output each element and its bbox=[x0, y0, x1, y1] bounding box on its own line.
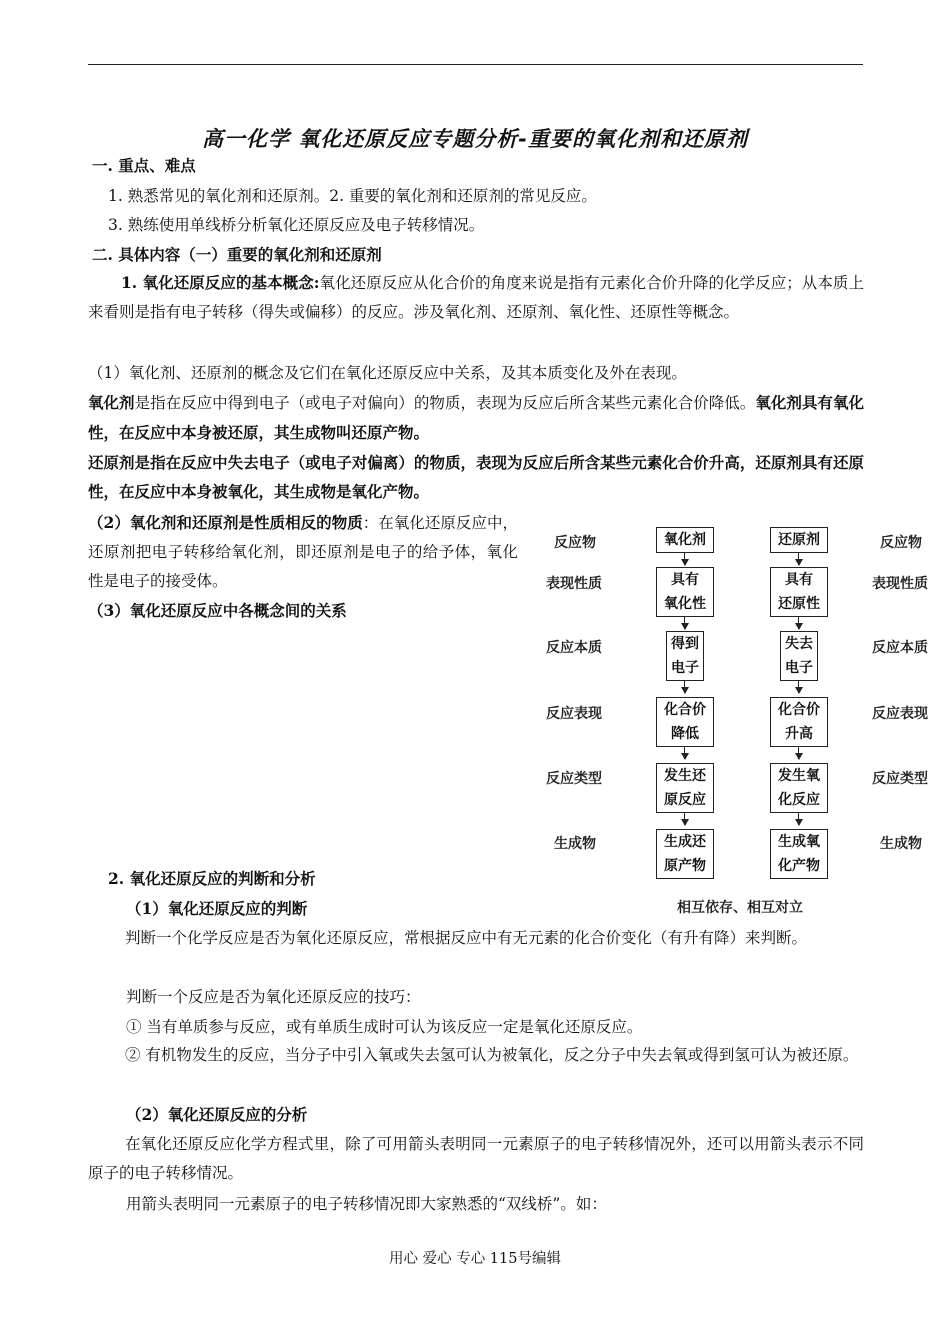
arrow-down-icon bbox=[684, 813, 685, 825]
arrow-down-icon bbox=[798, 681, 799, 693]
part2-p4: ② 有机物发生的反应，当分子中引入氧或失去氢可认为被氧化，反之分子中失去氧或得到氢可认为被还原。 bbox=[125, 1046, 859, 1064]
part2-heading: 2. 氧化还原反应的判断和分析 bbox=[108, 869, 316, 888]
right-label-reactant: 反应物 bbox=[880, 535, 922, 551]
left-label-product: 生成物 bbox=[554, 836, 596, 852]
left-label-type: 反应类型 bbox=[546, 771, 602, 787]
arrow-down-icon bbox=[684, 747, 685, 759]
reductant-box: 还原剂 bbox=[770, 527, 828, 553]
concept-label: 1. 氧化还原反应的基本概念: bbox=[121, 273, 320, 292]
arrow-down-icon bbox=[684, 617, 685, 629]
section1-heading: 一. 重点、难点 bbox=[92, 156, 196, 175]
reductant-paragraph: 还原剂是指在反应中失去电子（或电子对偏离）的物质，表现为反应后所含某些元素化合价升高，还原剂具有还原性，在反应中本身被氧化，其生成物是氧化产物。 bbox=[88, 453, 864, 501]
arrow-down-icon bbox=[798, 553, 799, 565]
oxidant-term: 氧化剂 bbox=[88, 393, 135, 412]
oxidant-paragraph bbox=[88, 388, 864, 448]
gain-electrons-box: 得到 电子 bbox=[666, 631, 704, 681]
reduction-product-box: 生成还 原产物 bbox=[656, 829, 714, 879]
left-label-essence: 反应本质 bbox=[546, 640, 602, 656]
item3-text: （3）氧化还原反应中各概念间的关系 bbox=[88, 601, 347, 620]
item2-text: ：在氧化还原反应中，还原剂把电子转移给氧化剂，即还原剂是电子的给予体，氧化性是电子的接受体。 bbox=[88, 514, 518, 590]
section2-heading: 二. 具体内容（一）重要的氧化剂和还原剂 bbox=[92, 245, 382, 264]
oxidation-product-box: 生成氧 化产物 bbox=[770, 829, 828, 879]
reduction-reaction-box: 发生还 原反应 bbox=[656, 763, 714, 813]
oxidant-text: 是指在反应中得到电子（或电子对偏向）的物质，表现为反应后所含某些元素化合价降低。 bbox=[134, 394, 756, 412]
right-label-product: 生成物 bbox=[880, 836, 922, 852]
diagram-caption: 相互依存、相互对立 bbox=[677, 900, 803, 916]
part2-p2: 判断一个反应是否为氧化还原反应的技巧： bbox=[126, 988, 421, 1006]
left-label-property: 表现性质 bbox=[546, 576, 602, 592]
right-label-essence: 反应本质 bbox=[872, 640, 928, 656]
oxidant-box: 氧化剂 bbox=[656, 527, 714, 553]
item2-bold: （2）氧化剂和还原剂是性质相反的物质 bbox=[88, 513, 363, 532]
left-label-reactant: 反应物 bbox=[554, 535, 596, 551]
arrow-down-icon bbox=[684, 681, 685, 693]
lose-electrons-box: 失去 电子 bbox=[780, 631, 818, 681]
part2-p3: ① 当有单质参与反应，或有单质生成时可认为该反应一定是氧化还原反应。 bbox=[126, 1018, 643, 1036]
concept-relationship-diagram bbox=[540, 515, 950, 925]
arrow-down-icon bbox=[798, 617, 799, 629]
page-title: 高一化学 氧化还原反应专题分析-重要的氧化剂和还原剂 bbox=[201, 127, 749, 151]
part2-p6: 用箭头表明同一元素原子的电子转移情况即大家熟悉的“双线桥”。如： bbox=[126, 1195, 607, 1213]
right-label-manifestation: 反应表现 bbox=[872, 706, 928, 722]
oxidant-bold: 氧化剂具有氧化性，在反应中本身被还原，其生成物叫还原产物。 bbox=[88, 393, 864, 442]
part2-p5: 在氧化还原反应化学方程式里，除了可用箭头表明同一元素原子的电子转移情况外，还可以用箭头表示不同原子的电子转移情况。 bbox=[88, 1135, 864, 1182]
left-label-manifestation: 反应表现 bbox=[546, 706, 602, 722]
section1-line2: 3. 熟练使用单线桥分析氧化还原反应及电子转移情况。 bbox=[108, 216, 485, 234]
oxidizing-property-box: 具有 氧化性 bbox=[656, 567, 714, 617]
oxidation-reaction-box: 发生氧 化反应 bbox=[770, 763, 828, 813]
concept-paragraph bbox=[88, 268, 864, 327]
section1-line1: 1. 熟悉常见的氧化剂和还原剂。2. 重要的氧化剂和还原剂的常见反应。 bbox=[108, 187, 597, 205]
reducing-property-box: 具有 还原性 bbox=[770, 567, 828, 617]
arrow-down-icon bbox=[684, 553, 685, 565]
item2-paragraph bbox=[88, 508, 518, 596]
page-footer: 用心 爱心 专心 115号编辑 bbox=[388, 1251, 561, 1267]
right-label-property: 表现性质 bbox=[872, 576, 928, 592]
part2-sub1: （1）氧化还原反应的判断 bbox=[126, 899, 308, 918]
valence-increase-box: 化合价 升高 bbox=[770, 697, 828, 747]
item1-text: （1）氧化剂、还原剂的概念及它们在氧化还原反应中关系，及其本质变化及外在表现。 bbox=[88, 364, 687, 382]
arrow-down-icon bbox=[798, 813, 799, 825]
right-label-type: 反应类型 bbox=[872, 771, 928, 787]
concept-text: 氧化还原反应从化合价的角度来说是指有元素化合价升降的化学反应；从本质上来看则是指有电子转移（得失或偏移）的反应。涉及氧化剂、还原剂、氧化性、还原性等概念。 bbox=[88, 274, 864, 321]
header-rule bbox=[88, 64, 863, 65]
valence-decrease-box: 化合价 降低 bbox=[656, 697, 714, 747]
arrow-down-icon bbox=[798, 747, 799, 759]
part2-sub2: （2）氧化还原反应的分析 bbox=[126, 1105, 308, 1124]
part2-p1: 判断一个化学反应是否为氧化还原反应，常根据反应中有无元素的化合价变化（有升有降）来判断。 bbox=[125, 929, 808, 947]
